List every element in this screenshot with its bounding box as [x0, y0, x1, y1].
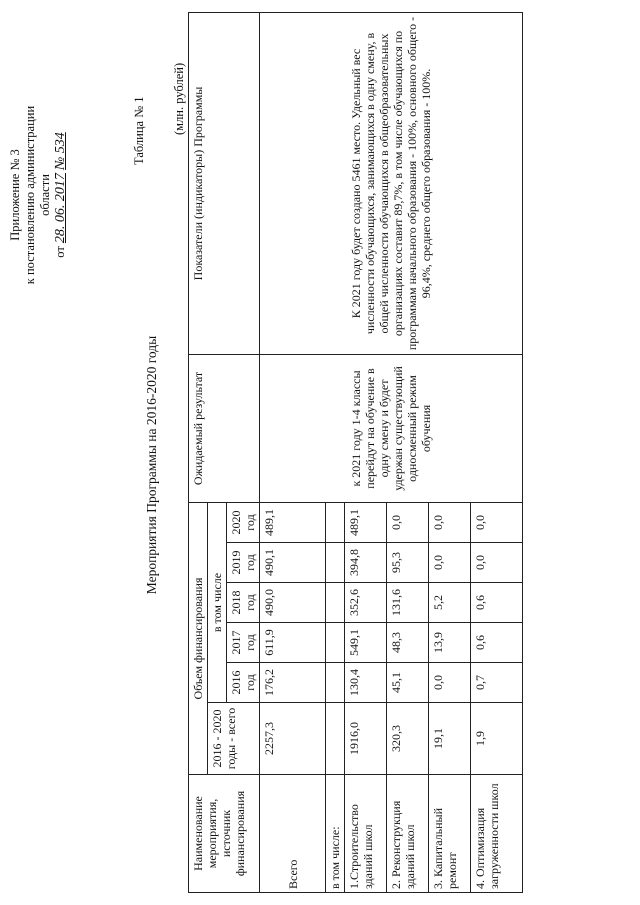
- program-table: [188, 12, 523, 893]
- header-year: 2016 год: [227, 663, 260, 703]
- row-label: 4. Оптимизация загруженности школ: [471, 775, 523, 893]
- header-including: в том числе: [208, 502, 227, 702]
- cell-value: 13,9: [429, 623, 471, 663]
- including-label: в том числе:: [326, 775, 345, 893]
- table-number: Таблица № 1: [132, 96, 146, 165]
- cell-value: 489,1: [345, 502, 387, 542]
- row-label: 1.Строительство зданий школ: [345, 775, 387, 893]
- cell-value: 0,7: [471, 663, 523, 703]
- header-year: 2018 год: [227, 583, 260, 623]
- cell-value: 48,3: [387, 623, 429, 663]
- appendix-header: [8, 85, 68, 305]
- cell-value: 0,6: [471, 623, 523, 663]
- cell-value: 0,0: [429, 502, 471, 542]
- cell-value: 549,1: [345, 623, 387, 663]
- cell-value: 0,0: [429, 543, 471, 583]
- cell-value: 176,2: [260, 663, 326, 703]
- cell-value: 131,6: [387, 583, 429, 623]
- cell-value: 490,0: [260, 583, 326, 623]
- header-funding: Объем финансирования: [189, 502, 208, 774]
- header-name: Наименование мероприятия, источник финансирования: [189, 775, 260, 893]
- cell-value: 95,3: [387, 543, 429, 583]
- date-prefix: от: [53, 246, 67, 258]
- appendix-number: Приложение № 3: [8, 149, 22, 241]
- cell-value: 0,0: [429, 663, 471, 703]
- cell-total: 19,1: [429, 703, 471, 775]
- expected-result: к 2021 году 1-4 классы перейдут на обучение в одну смену и будет удержан существующий односменный режим обучения: [260, 354, 523, 502]
- resolution-number: № 534: [53, 132, 68, 170]
- cell-value: 45,1: [387, 663, 429, 703]
- row-total-label: Всего: [260, 775, 326, 893]
- cell-total: 320,3: [387, 703, 429, 775]
- cell-value: 0,0: [471, 543, 523, 583]
- header-result: Ожидаемый результат: [189, 354, 260, 502]
- header-year: 2019 год: [227, 543, 260, 583]
- row-label: 3. Капитальный ремонт: [429, 775, 471, 893]
- header-year: 2020 год: [227, 502, 260, 542]
- document-title: Мероприятия Программы на 2016-2020 годы: [144, 335, 159, 595]
- cell-total: 2257,3: [260, 703, 326, 775]
- cell-value: 489,1: [260, 502, 326, 542]
- cell-value: 611,9: [260, 623, 326, 663]
- resolution-line: к постановлению администрации области: [23, 105, 52, 285]
- header-total: 2016 - 2020 годы - всего: [208, 703, 260, 775]
- resolution-date: 28. 06. 2017: [53, 173, 68, 244]
- cell-total: 1916,0: [345, 703, 387, 775]
- cell-value: 394,8: [345, 543, 387, 583]
- units-label: (млн. рублей): [172, 62, 186, 135]
- cell-value: 5,2: [429, 583, 471, 623]
- row-label: 2. Реконструкция зданий школ: [387, 775, 429, 893]
- cell-value: 0,6: [471, 583, 523, 623]
- cell-value: 352,6: [345, 583, 387, 623]
- cell-value: 0,0: [387, 502, 429, 542]
- cell-value: 490,1: [260, 543, 326, 583]
- header-indicators: Показатели (индикаторы) Программы: [189, 12, 260, 354]
- cell-value: 0,0: [471, 502, 523, 542]
- program-indicators: К 2021 году будет создано 5461 место. Удельный вес численности обучающихся, занимающихся в одну смену, в общей численности обучающихся в общеобразовательных организациях составит 89,7%, в том числе обучающихся по программам начального образования - 100%, основного общего - 96,4%, среднего общего образования - 100%.: [260, 12, 523, 354]
- cell-total: 1,9: [471, 703, 523, 775]
- header-year: 2017 год: [227, 623, 260, 663]
- cell-value: 130,4: [345, 663, 387, 703]
- date-line: [53, 85, 68, 305]
